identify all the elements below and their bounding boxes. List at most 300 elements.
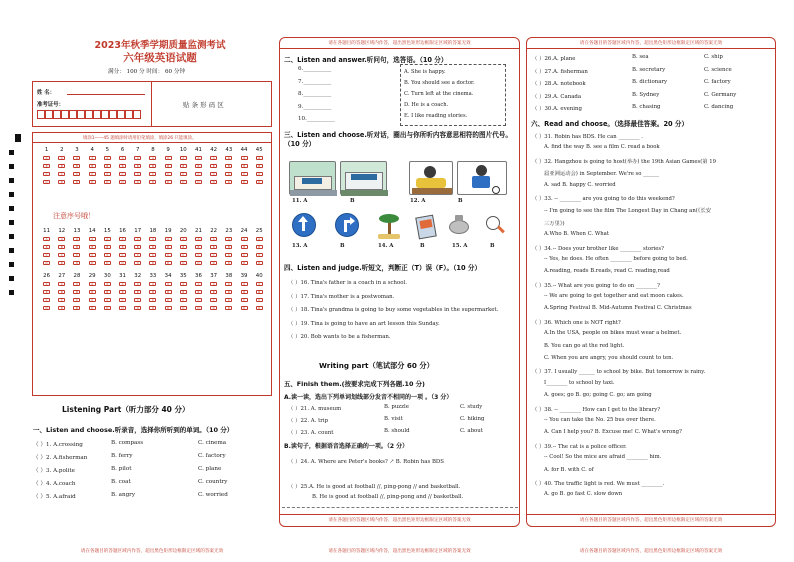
answer-bubble[interactable]: C [165,172,172,176]
answer-bubble[interactable]: A [43,156,50,160]
answer-bubble[interactable]: A [180,282,187,286]
answer-bubble[interactable]: A [225,237,232,241]
answer-bubble[interactable]: D [119,306,126,310]
answer-bubble[interactable]: C [73,172,80,176]
answer-bubble[interactable]: A [195,156,202,160]
answer-bubble[interactable]: A [180,237,187,241]
answer-bubble[interactable]: D [58,261,65,265]
answer-grid-column [145,273,160,314]
judge-items [288,278,518,346]
item-option-b: B. chasing [632,104,661,110]
answer-bubble[interactable]: C [58,298,65,302]
answer-bubble[interactable]: C [73,253,80,257]
reading-line: A.In the USA, people on bikes must wear a helmet. [544,330,682,337]
exam-title: 2023年秋季学期质量监测考试 [94,40,226,51]
answer-bubble[interactable]: B [58,290,65,294]
answer-bubble[interactable]: B [134,290,141,294]
item-option-a: （ ）23. A. count [288,430,334,436]
answer-grid-column [236,228,251,269]
answer-bubble[interactable]: B [58,245,65,249]
question-number: 35 [179,273,187,279]
item-option-c: C. factory [198,453,226,459]
answer-bubble[interactable]: B [180,164,187,168]
question-number: 21 [195,228,202,234]
answer-bubble[interactable]: B [119,290,126,294]
answer-bubble[interactable]: C [195,298,202,302]
section-4-title: 四、Listen and judge.听短文，判断正（T）误（F）。（10 分） [284,264,482,272]
answer-bubble[interactable]: A [58,282,65,286]
answer-bubble[interactable]: B [104,245,111,249]
answer-bubble[interactable]: B [241,290,248,294]
answer-bubble[interactable]: B [165,164,172,168]
answer-bubble[interactable]: B [180,245,187,249]
answer-bubble[interactable]: C [210,253,217,257]
item-option-b: B. coat [111,479,131,485]
answer-bubble[interactable]: A [225,282,232,286]
answer-bubble[interactable]: A [210,237,217,241]
answer-bubble[interactable]: C [73,298,80,302]
item-option-b: B. Sydney [632,91,660,98]
answer-bubble[interactable]: D [58,180,65,184]
answer-bubble[interactable]: D [134,261,141,265]
answer-bubble[interactable]: D [210,261,217,265]
answer-bubble[interactable]: A [165,156,172,160]
question-number: 9 [166,147,170,153]
answer-option: B. You should see a doctor. [404,80,475,86]
answer-bubble[interactable]: B [225,164,232,168]
question-number: 38 [225,273,233,279]
answer-bubble[interactable]: C [119,298,126,302]
pronunciation-item [532,79,772,92]
answer-bubble[interactable]: C [256,298,263,302]
reading-line: -- We are going to get together and eat moon cakes. [544,293,684,300]
reading-line: B. You can go at the red light. [544,342,625,349]
reading-line: （ ）33. -- ________ are you going to do this weekend? [532,195,675,202]
pronunciation-item [532,92,772,105]
question-number: 44 [240,147,248,153]
picture-13a [291,212,317,240]
answer-bubble[interactable]: C [210,172,217,176]
item-option-a: （ ）30.A. evening [532,106,582,112]
answer-bubble[interactable]: D [104,180,111,184]
answer-bubble[interactable]: D [119,180,126,184]
answer-bubble[interactable]: A [210,282,217,286]
answer-bubble[interactable]: A [134,156,141,160]
answer-bubble[interactable]: D [43,306,50,310]
answer-bubble[interactable]: A [134,282,141,286]
reading-line: A. go B. go fast C. slow down [544,491,623,498]
picture-13b [334,212,360,240]
answer-bubble[interactable]: C [241,172,248,176]
answer-bubble[interactable]: A [89,282,96,286]
answer-bubble[interactable]: C [165,298,172,302]
item-option-c: C. cinema [198,440,227,446]
pronunciation-item [288,428,518,440]
answer-grid-column [115,273,130,314]
question-number: 28 [73,273,81,279]
answer-bubble[interactable]: C [256,172,263,176]
judge-item: （ ）18. Tina's grandma is going to buy some vegetables in the supermarket. [288,307,499,313]
reading-line: A. find the way B. see a film C. read a book [544,144,660,151]
answer-options [401,65,505,128]
answer-bubble[interactable]: D [165,180,172,184]
answer-grid-column [221,228,236,269]
answer-bubble[interactable]: D [89,180,96,184]
answer-bubble[interactable]: C [119,253,126,257]
answer-bubble[interactable]: A [225,156,232,160]
answer-bubble[interactable]: D [104,306,111,310]
answer-bubble[interactable]: B [210,245,217,249]
answer-bubble[interactable]: A [119,156,126,160]
answer-bubble[interactable]: A [149,282,156,286]
item-option-b: B. ferry [111,453,133,459]
answer-bubble[interactable]: C [225,298,232,302]
item-option-a: （ ）27.A. fisherman [532,68,588,75]
item-option-a: （ ）21. A. museum [288,406,342,412]
answer-bubble[interactable]: A [256,156,263,160]
picture-label: B [490,243,495,249]
answer-bubble[interactable]: D [73,261,80,265]
answer-bubble[interactable]: C [43,253,50,257]
answer-blank[interactable]: 10.__________ [298,116,335,122]
answer-bubble[interactable]: C [89,298,96,302]
picture-label: B [340,243,345,249]
reading-line: C. When you are angry, you should count to ten. [544,355,674,362]
answer-bubble[interactable]: B [256,245,263,249]
id-label: 准考证号： [37,102,64,108]
answer-bubble[interactable]: C [241,253,248,257]
item-option-a: （ ）2. A.fisherman [33,455,88,461]
footer-warning: 请在各题目的答题区域内作答，超出黑色矩形边框限定区域的答案无效 [80,549,224,554]
answer-bubble[interactable]: A [43,237,50,241]
answer-bubble[interactable]: D [195,306,202,310]
footer-warning: 请在各题目的答题区域内作答，超出黑色矩形边框限定区域的答案无效 [328,518,471,523]
judge-item: （ ）17. Tina's mother is a postwoman. [288,293,395,300]
answer-bubble[interactable]: B [225,245,232,249]
answer-bubble[interactable]: B [43,290,50,294]
answer-bubble[interactable]: D [165,306,172,310]
answer-bubble[interactable]: B [119,164,126,168]
answer-bubble[interactable]: C [195,253,202,257]
answer-bubble[interactable]: D [134,180,141,184]
answer-bubble[interactable]: B [104,164,111,168]
question-number: 4 [90,147,94,153]
pronunciation-item [288,416,518,428]
answer-grid-row [39,147,267,188]
answer-bubble[interactable]: B [89,290,96,294]
answer-bubble[interactable]: A [241,156,248,160]
answer-bubble[interactable]: B [149,245,156,249]
answer-grid-column [130,273,145,314]
answer-bubble[interactable]: A [165,237,172,241]
reading-line: （ ）38. -- ________ How can I get to the library? [532,406,661,413]
answer-bubble[interactable]: A [119,237,126,241]
answer-bubble[interactable]: C [104,298,111,302]
answer-bubble[interactable]: B [241,245,248,249]
answer-options-box [400,64,506,126]
answer-bubble[interactable]: C [134,172,141,176]
answer-bubble[interactable]: C [225,253,232,257]
fill-notice: 填涂1——45 题填涂时请用铅笔填涂，填涂26 只能填涂。 [83,136,197,141]
answer-bubble[interactable]: B [210,290,217,294]
item-option-a: （ ）5. A.afraid [33,494,76,500]
answer-grid-column [85,273,100,314]
answer-bubble[interactable]: B [43,164,50,168]
alignment-mark [9,262,14,267]
answer-bubble[interactable]: B [119,245,126,249]
item-option-b: B. angry [111,492,136,498]
page-footer-warning-2: 请在各题目的答题区域内作答，超出黑色矩形边框限定区域的答案无效 [579,549,723,554]
picture-12b [457,161,507,195]
section-6-title: 六、Read and choose。（选择最佳答案。20 分） [531,120,689,128]
reading-line: （ ）37. I usually ______ to school by bike. But tomorrow is rainy. [532,369,706,376]
answer-bubble[interactable]: B [195,290,202,294]
question-number: 24 [240,228,248,234]
answer-grid-column [145,147,160,188]
answer-bubble[interactable]: B [256,290,263,294]
answer-option: C. Turn left at the cinema. [404,91,474,97]
answer-blank[interactable]: 8.__________ [298,91,332,97]
answer-bubble[interactable]: C [210,298,217,302]
header-warning: 请在各题目的答题区域内作答，超出黑色矩形边框限定区域的答案无效 [579,41,723,46]
answer-bubble[interactable]: A [104,282,111,286]
answer-bubble[interactable]: C [134,253,141,257]
answer-bubble[interactable]: A [43,282,50,286]
answer-grid-column [85,147,100,188]
answer-bubble[interactable]: A [165,282,172,286]
alignment-mark [9,234,14,239]
question-number: 13 [73,228,81,234]
answer-grid-row [39,273,267,314]
answer-grid-column [39,147,54,188]
question-number: 22 [210,228,218,234]
answer-grid-column [69,147,84,188]
answer-bubble[interactable]: A [241,237,248,241]
panel3-header-line [526,48,776,49]
answer-bubble[interactable]: B [73,164,80,168]
answer-bubble[interactable]: D [43,180,50,184]
answer-bubble[interactable]: C [89,172,96,176]
question-number: 27 [58,273,66,279]
answer-bubble[interactable]: D [89,261,96,265]
answer-grid-column [176,147,191,188]
answer-bubble[interactable]: D [256,261,263,265]
answer-bubble[interactable]: B [89,164,96,168]
answer-bubble[interactable]: B [134,164,141,168]
reading-line: -- You can take the No. 25 bus over there. [544,416,656,423]
answer-bubble[interactable]: C [149,298,156,302]
reading-line: A.reading, reads B.reads, read C. reading,read [544,268,670,275]
answer-bubble[interactable]: B [58,164,65,168]
question-number: 8 [151,147,155,153]
section-3-title: 三、Listen and choose.听对话，圈出与你所听内容意思相符的图片代号。（10 分） [284,131,512,149]
answer-bubble[interactable]: C [165,253,172,257]
item-option-c: C. factory [704,79,731,85]
question-number: 43 [225,147,233,153]
answer-bubble[interactable]: A [256,282,263,286]
answer-bubble[interactable]: D [134,306,141,310]
answer-bubble[interactable]: D [119,261,126,265]
header-warning: 请在各题目的答题区域内作答，超出黑色矩形边框限定区域的答案无效 [328,41,471,46]
answer-grid-column [100,228,115,269]
question-number: 34 [164,273,172,279]
answer-bubble[interactable]: B [165,290,172,294]
answer-bubble[interactable]: A [180,156,187,160]
question-number: 6 [120,147,125,153]
answer-bubble[interactable]: D [73,306,80,310]
reading-line: -- Yes, he does. He often ________ before going to bed. [544,255,688,262]
answer-blank[interactable]: 9.__________ [298,103,332,110]
answer-grid-column [161,273,176,314]
answer-bubble[interactable]: C [119,172,126,176]
answer-bubble[interactable]: C [149,253,156,257]
answer-bubble[interactable]: C [241,298,248,302]
answer-bubble[interactable]: C [149,172,156,176]
answer-bubble[interactable]: B [89,245,96,249]
answer-bubble[interactable]: D [104,261,111,265]
section-1-title: 一、Listen and choose.听录音，选择你所听到的单词。（10 分） [33,426,234,434]
reading-line: A. sad B. happy C. worried [544,181,616,188]
answer-bubble[interactable]: D [225,261,232,265]
answer-bubble[interactable]: B [180,290,187,294]
answer-bubble[interactable]: C [180,298,187,302]
answer-grid-column [115,147,130,188]
answer-bubble[interactable]: D [256,306,263,310]
answer-bubble[interactable]: A [58,237,65,241]
answer-bubble[interactable]: C [180,172,187,176]
answer-bubble[interactable]: A [89,156,96,160]
answer-bubble[interactable]: D [195,180,202,184]
answer-bubble[interactable]: B [104,290,111,294]
answer-bubble[interactable]: B [225,290,232,294]
student-info-box [32,81,272,127]
answer-bubble[interactable]: D [180,306,187,310]
answer-bubble[interactable]: B [165,245,172,249]
answer-bubble[interactable]: B [134,245,141,249]
answer-bubble[interactable]: C [58,172,65,176]
answer-bubble[interactable]: D [241,180,248,184]
answer-bubble[interactable]: B [149,290,156,294]
answer-bubble[interactable]: D [58,306,65,310]
answer-bubble[interactable]: D [241,261,248,265]
answer-grid-column [176,273,191,314]
answer-bubble[interactable]: C [134,298,141,302]
item-option-b: B. puzzle [384,404,409,410]
question-number: 12 [58,228,66,234]
answer-bubble[interactable]: A [73,156,80,160]
answer-bubble[interactable]: C [104,172,111,176]
answer-bubble[interactable]: A [210,156,217,160]
answer-bubble[interactable]: D [73,180,80,184]
answer-bubble[interactable]: A [89,237,96,241]
answer-bubble[interactable]: D [195,261,202,265]
answer-bubble[interactable]: D [241,306,248,310]
question-number: 32 [134,273,142,279]
answer-bubble[interactable]: B [73,290,80,294]
name-field[interactable] [67,94,145,95]
answer-bubble[interactable]: D [149,306,156,310]
picture-labels-row-2 [292,243,512,253]
question-number: 10 [179,147,187,153]
answer-bubble[interactable]: A [119,282,126,286]
answer-bubble[interactable]: C [195,172,202,176]
answer-bubble[interactable]: C [225,172,232,176]
section-2-title: 二、Listen and answer.听问句，选答语。（10 分） [284,56,448,64]
item-option-b: B. should [384,428,410,434]
answer-bubble[interactable]: D [210,306,217,310]
answer-bubble[interactable]: C [43,298,50,302]
answer-bubble[interactable]: D [225,180,232,184]
answer-bubble[interactable]: A [149,156,156,160]
answer-bubble[interactable]: B [43,245,50,249]
answer-bubble[interactable]: C [58,253,65,257]
answer-bubble[interactable]: D [149,180,156,184]
alignment-mark [9,192,14,197]
answer-grid-column [39,228,54,269]
answer-bubble[interactable]: B [195,245,202,249]
answer-bubble[interactable]: B [210,164,217,168]
answer-bubble[interactable]: C [104,253,111,257]
reading-line: A. Can I help you? B. Excuse me! C. What's wrong? [544,429,682,436]
answer-bubble[interactable]: A [195,282,202,286]
answer-bubble[interactable]: A [241,282,248,286]
answer-bubble[interactable]: A [73,237,80,241]
item-option-c: C. worried [198,492,228,498]
answer-bubble[interactable]: D [149,261,156,265]
answer-bubble[interactable]: D [89,306,96,310]
sub-b-title: B.读句子，根据语音选择正确的一项。（2 分） [284,443,409,450]
answer-bubble[interactable]: C [89,253,96,257]
item-option-a: （ ）3. A.polite [33,468,75,474]
answer-blank[interactable]: 7.__________ [298,78,332,85]
answer-bubble[interactable]: B [149,164,156,168]
answer-grid-column [100,273,115,314]
answer-bubble[interactable]: B [73,245,80,249]
answer-bubble[interactable]: C [256,253,263,257]
answer-bubble[interactable]: D [43,261,50,265]
id-boxes[interactable] [37,110,141,119]
answer-bubble[interactable]: D [180,261,187,265]
answer-grid-column [252,228,267,269]
answer-bubble[interactable]: B [195,164,202,168]
answer-bubble[interactable]: A [134,237,141,241]
answer-bubble[interactable]: D [210,180,217,184]
answer-bubble[interactable]: A [58,156,65,160]
answer-bubble[interactable]: D [180,180,187,184]
answer-grid-column [130,147,145,188]
answer-bubble[interactable]: A [256,237,263,241]
item-option-c: C. dancing [704,104,734,110]
answer-bubble[interactable]: B [241,164,248,168]
answer-blank[interactable]: 6.__________ [298,66,332,72]
answer-bubble[interactable]: A [73,282,80,286]
answer-bubble[interactable]: D [256,180,263,184]
answer-bubble[interactable]: B [256,164,263,168]
answer-bubble[interactable]: C [180,253,187,257]
question-number: 40 [255,273,263,279]
answer-bubble[interactable]: A [104,156,111,160]
answer-bubble[interactable]: C [43,172,50,176]
answer-bubble[interactable]: D [225,306,232,310]
answer-bubble[interactable]: A [149,237,156,241]
answer-bubble[interactable]: A [195,237,202,241]
item-option-a: （ ）1. A.crossing [33,442,83,448]
answer-bubble[interactable]: A [104,237,111,241]
reading-line: （ ）39.-- The cat is a police officer. [532,443,627,450]
answer-bubble[interactable]: D [165,261,172,265]
alignment-mark [9,248,14,253]
question-number: 41 [195,147,202,153]
